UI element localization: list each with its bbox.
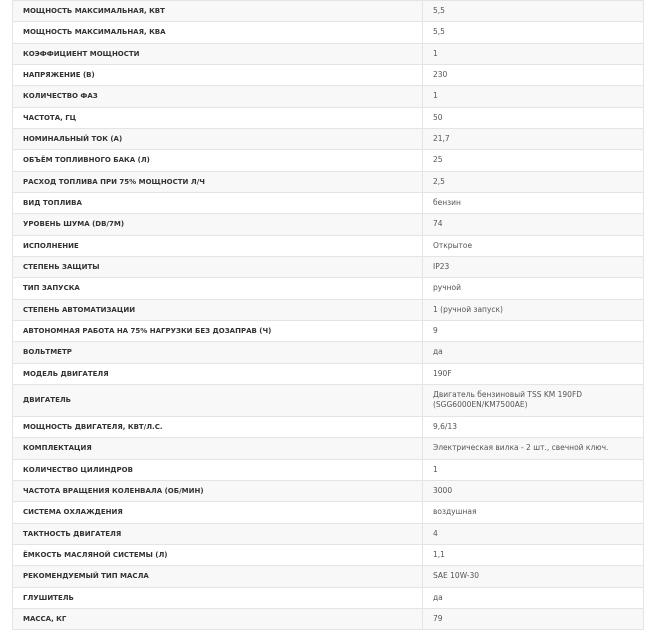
spec-row <box>13 480 644 501</box>
spec-value: 74 <box>423 214 644 235</box>
spec-value: 5,5 <box>423 22 644 43</box>
spec-name: МОЩНОСТЬ МАКСИМАЛЬНАЯ, КВТ <box>13 1 423 22</box>
spec-name: КОЛИЧЕСТВО ЦИЛИНДРОВ <box>13 459 423 480</box>
spec-name: НОМИНАЛЬНЫЙ ТОК (А) <box>13 128 423 149</box>
spec-value: 4 <box>423 523 644 544</box>
spec-row <box>13 566 644 587</box>
spec-name: КОМПЛЕКТАЦИЯ <box>13 438 423 459</box>
spec-row <box>13 587 644 608</box>
spec-name: КОЭФФИЦИЕНТ МОЩНОСТИ <box>13 43 423 64</box>
spec-value: 230 <box>423 64 644 85</box>
spec-name: ГЛУШИТЕЛЬ <box>13 587 423 608</box>
spec-row <box>13 214 644 235</box>
spec-name: ДВИГАТЕЛЬ <box>13 384 423 416</box>
spec-value: 1 <box>423 459 644 480</box>
spec-value: Электрическая вилка - 2 шт., свечной ключ. <box>423 438 644 459</box>
spec-value: 25 <box>423 150 644 171</box>
spec-value: IP23 <box>423 256 644 277</box>
spec-value: 79 <box>423 608 644 629</box>
spec-row <box>13 107 644 128</box>
spec-row <box>13 459 644 480</box>
spec-row <box>13 502 644 523</box>
spec-value: воздушная <box>423 502 644 523</box>
spec-row <box>13 416 644 437</box>
spec-row <box>13 235 644 256</box>
spec-row <box>13 171 644 192</box>
spec-row <box>13 64 644 85</box>
spec-name: РАСХОД ТОПЛИВА ПРИ 75% МОЩНОСТИ Л/Ч <box>13 171 423 192</box>
spec-name: УРОВЕНЬ ШУМА (DB/7M) <box>13 214 423 235</box>
spec-row <box>13 150 644 171</box>
spec-row <box>13 320 644 341</box>
spec-row <box>13 1 644 22</box>
spec-row <box>13 544 644 565</box>
spec-name: ЧАСТОТА, ГЦ <box>13 107 423 128</box>
spec-value: 5,5 <box>423 1 644 22</box>
spec-name: АВТОНОМНАЯ РАБОТА НА 75% НАГРУЗКИ БЕЗ ДОЗАПРАВ (Ч) <box>13 320 423 341</box>
spec-name: ОБЪЁМ ТОПЛИВНОГО БАКА (Л) <box>13 150 423 171</box>
spec-value: 21,7 <box>423 128 644 149</box>
spec-row <box>13 438 644 459</box>
spec-value: да <box>423 342 644 363</box>
spec-value: Открытое <box>423 235 644 256</box>
spec-name: МОЩНОСТЬ МАКСИМАЛЬНАЯ, КВА <box>13 22 423 43</box>
spec-name: ИСПОЛНЕНИЕ <box>13 235 423 256</box>
spec-value: бензин <box>423 192 644 213</box>
spec-value: да <box>423 587 644 608</box>
spec-value: Двигатель бензиновый TSS KM 190FD (SGG6000EN/KM7500AE) <box>423 384 644 416</box>
spec-name: ВОЛЬТМЕТР <box>13 342 423 363</box>
spec-name: ТАКТНОСТЬ ДВИГАТЕЛЯ <box>13 523 423 544</box>
spec-value: 50 <box>423 107 644 128</box>
spec-row <box>13 43 644 64</box>
spec-row <box>13 384 644 416</box>
spec-value: 2,5 <box>423 171 644 192</box>
spec-name: МАССА, КГ <box>13 608 423 629</box>
spec-name: СТЕПЕНЬ ЗАЩИТЫ <box>13 256 423 277</box>
spec-name: ТИП ЗАПУСКА <box>13 278 423 299</box>
spec-row <box>13 256 644 277</box>
spec-value: 1 (ручной запуск) <box>423 299 644 320</box>
spec-value: 1 <box>423 43 644 64</box>
spec-row <box>13 278 644 299</box>
spec-value: 190F <box>423 363 644 384</box>
spec-name: СИСТЕМА ОХЛАЖДЕНИЯ <box>13 502 423 523</box>
spec-value: 9,6/13 <box>423 416 644 437</box>
spec-name: ЧАСТОТА ВРАЩЕНИЯ КОЛЕНВАЛА (ОБ/МИН) <box>13 480 423 501</box>
spec-row <box>13 299 644 320</box>
spec-value: 1 <box>423 86 644 107</box>
spec-row <box>13 192 644 213</box>
spec-name: ЁМКОСТЬ МАСЛЯНОЙ СИСТЕМЫ (Л) <box>13 544 423 565</box>
spec-row <box>13 608 644 629</box>
spec-row <box>13 523 644 544</box>
spec-value: 1,1 <box>423 544 644 565</box>
spec-value: ручной <box>423 278 644 299</box>
spec-value: SAE 10W-30 <box>423 566 644 587</box>
spec-row <box>13 86 644 107</box>
spec-row <box>13 342 644 363</box>
spec-name: МОДЕЛЬ ДВИГАТЕЛЯ <box>13 363 423 384</box>
spec-name: НАПРЯЖЕНИЕ (В) <box>13 64 423 85</box>
spec-value: 9 <box>423 320 644 341</box>
spec-name: РЕКОМЕНДУЕМЫЙ ТИП МАСЛА <box>13 566 423 587</box>
spec-value: 3000 <box>423 480 644 501</box>
spec-row <box>13 22 644 43</box>
spec-row <box>13 363 644 384</box>
spec-name: МОЩНОСТЬ ДВИГАТЕЛЯ, КВТ/Л.С. <box>13 416 423 437</box>
spec-row <box>13 128 644 149</box>
spec-name: ВИД ТОПЛИВА <box>13 192 423 213</box>
spec-table <box>12 0 644 630</box>
spec-name: КОЛИЧЕСТВО ФАЗ <box>13 86 423 107</box>
spec-name: СТЕПЕНЬ АВТОМАТИЗАЦИИ <box>13 299 423 320</box>
